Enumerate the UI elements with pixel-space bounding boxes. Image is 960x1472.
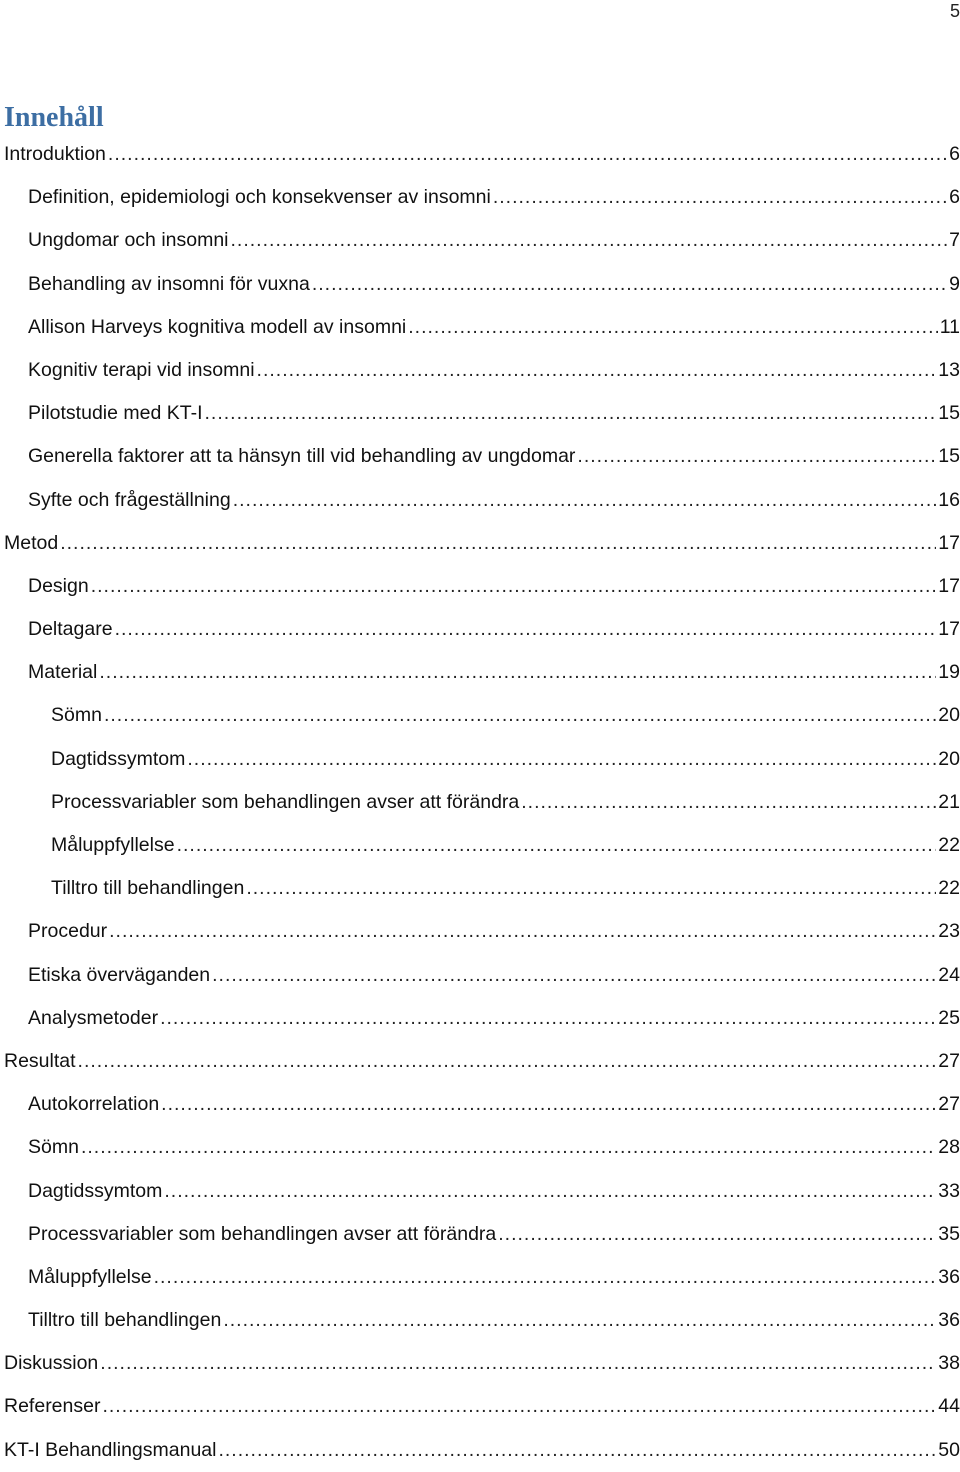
toc-entry-page-number: 15	[938, 402, 960, 425]
dot-leader	[104, 694, 936, 737]
toc-entry[interactable]	[0, 263, 960, 306]
dot-leader	[81, 1126, 936, 1169]
dot-leader	[577, 435, 936, 478]
toc-entry-page-number: 27	[938, 1049, 960, 1072]
toc-entry-page-number: 17	[938, 531, 960, 554]
dot-leader	[91, 565, 937, 608]
table-of-contents	[0, 133, 960, 1472]
toc-entry-page-number: 7	[949, 229, 960, 252]
dot-leader	[312, 263, 947, 306]
dot-leader	[160, 997, 936, 1040]
toc-entry-label: Referenser	[4, 1395, 101, 1418]
toc-entry[interactable]	[0, 824, 960, 867]
toc-entry-label: Behandling av insomni för vuxna	[28, 272, 310, 295]
toc-entry-label: Ungdomar och insomni	[28, 229, 229, 252]
toc-entry[interactable]	[0, 306, 960, 349]
toc-entry[interactable]	[0, 176, 960, 219]
dot-leader	[60, 522, 936, 565]
page-number: 5	[949, 1, 960, 21]
dot-leader	[161, 1083, 936, 1126]
dot-leader	[257, 349, 937, 392]
toc-entry[interactable]	[0, 954, 960, 997]
toc-entry-label: Dagtidssymtom	[28, 1179, 163, 1202]
toc-entry[interactable]	[0, 651, 960, 694]
toc-entry-label: Pilotstudie med KT-I	[28, 402, 203, 425]
toc-entry-page-number: 22	[938, 877, 960, 900]
dot-leader	[223, 1299, 936, 1342]
dot-leader	[102, 1385, 936, 1428]
toc-entry[interactable]	[0, 133, 960, 176]
toc-entry[interactable]	[0, 997, 960, 1040]
toc-entry-page-number: 44	[938, 1395, 960, 1418]
dot-leader	[218, 1429, 936, 1472]
toc-entry-page-number: 21	[938, 790, 960, 813]
toc-entry[interactable]	[0, 565, 960, 608]
toc-entry-page-number: 6	[949, 186, 960, 209]
toc-entry[interactable]	[0, 1429, 960, 1472]
toc-entry-label: Metod	[4, 531, 59, 554]
toc-entry-page-number: 17	[938, 618, 960, 641]
dot-leader	[154, 1256, 937, 1299]
toc-entry[interactable]	[0, 738, 960, 781]
toc-entry-label: Tilltro till behandlingen	[51, 877, 245, 900]
toc-entry-label: Analysmetoder	[28, 1006, 159, 1029]
toc-entry[interactable]	[0, 392, 960, 435]
toc-entry-page-number: 33	[938, 1179, 960, 1202]
toc-entry-page-number: 38	[938, 1352, 960, 1375]
dot-leader	[99, 651, 936, 694]
toc-entry-label: Allison Harveys kognitiva modell av insomni	[28, 315, 407, 338]
toc-entry[interactable]	[0, 1385, 960, 1428]
toc-entry-page-number: 36	[938, 1265, 960, 1288]
toc-entry-page-number: 20	[938, 704, 960, 727]
dot-leader	[187, 738, 936, 781]
toc-entry[interactable]	[0, 1213, 960, 1256]
dot-leader	[498, 1213, 936, 1256]
toc-entry-label: Generella faktorer att ta hänsyn till vid behandling av ungdomar	[28, 445, 576, 468]
dot-leader	[231, 219, 948, 262]
dot-leader	[115, 608, 937, 651]
toc-entry[interactable]	[0, 435, 960, 478]
toc-entry[interactable]	[0, 1083, 960, 1126]
toc-entry-label: Tilltro till behandlingen	[28, 1309, 222, 1332]
toc-entry-label: Syfte och frågeställning	[28, 488, 231, 511]
toc-entry-page-number: 16	[938, 488, 960, 511]
toc-entry[interactable]	[0, 1299, 960, 1342]
toc-entry-page-number: 50	[938, 1438, 960, 1461]
toc-title: Innehåll	[4, 102, 104, 133]
toc-entry-label: Måluppfyllelse	[28, 1265, 152, 1288]
toc-entry[interactable]	[0, 349, 960, 392]
toc-entry-label: Måluppfyllelse	[51, 834, 175, 856]
dot-leader	[246, 867, 936, 910]
toc-entry-label: Definition, epidemiologi och konsekvenser av insomni	[28, 186, 491, 209]
toc-entry-label: Processvariabler som behandlingen avser att förändra	[28, 1222, 497, 1245]
toc-entry-page-number: 28	[938, 1136, 960, 1159]
toc-entry[interactable]	[0, 479, 960, 522]
toc-entry[interactable]	[0, 781, 960, 824]
dot-leader	[177, 824, 937, 867]
toc-entry-label: Material	[28, 661, 98, 684]
dot-leader	[109, 910, 936, 953]
toc-entry-label: Etiska överväganden	[28, 963, 211, 986]
toc-entry-page-number: 17	[938, 574, 960, 597]
toc-entry-page-number: 35	[938, 1222, 960, 1245]
dot-leader	[408, 306, 938, 349]
toc-entry-label: Sömn	[51, 704, 102, 727]
toc-entry-page-number: 9	[949, 272, 960, 295]
toc-entry[interactable]	[0, 694, 960, 737]
toc-entry[interactable]	[0, 1126, 960, 1169]
toc-entry-page-number: 25	[938, 1006, 960, 1029]
toc-entry-page-number: 6	[949, 143, 960, 165]
toc-entry[interactable]	[0, 1256, 960, 1299]
toc-entry-page-number: 24	[938, 963, 960, 986]
toc-entry-label: Dagtidssymtom	[51, 747, 186, 770]
toc-entry-label: Autokorrelation	[28, 1093, 160, 1116]
toc-entry-page-number: 27	[938, 1093, 960, 1116]
toc-entry-page-number: 22	[938, 834, 960, 856]
dot-leader	[108, 133, 947, 176]
toc-entry-page-number: 11	[939, 315, 960, 338]
dot-leader	[521, 781, 936, 824]
toc-entry[interactable]	[0, 608, 960, 651]
toc-entry-label: Deltagare	[28, 618, 113, 641]
toc-entry[interactable]	[0, 1040, 960, 1083]
toc-entry-page-number: 23	[938, 920, 960, 943]
toc-entry[interactable]	[0, 910, 960, 953]
dot-leader	[493, 176, 947, 219]
toc-entry-label: Design	[28, 574, 89, 597]
toc-entry-label: Processvariabler som behandlingen avser att förändra	[51, 790, 520, 813]
toc-entry[interactable]	[0, 867, 960, 910]
dot-leader	[164, 1170, 936, 1213]
dot-leader	[100, 1342, 936, 1385]
toc-entry[interactable]	[0, 219, 960, 262]
toc-entry-page-number: 13	[938, 358, 960, 381]
toc-entry[interactable]	[0, 522, 960, 565]
toc-entry-page-number: 36	[938, 1309, 960, 1332]
toc-entry-label: Sömn	[28, 1136, 79, 1159]
dot-leader	[233, 479, 937, 522]
toc-entry-page-number: 19	[938, 661, 960, 684]
dot-leader	[212, 954, 936, 997]
dot-leader	[78, 1040, 937, 1083]
toc-entry[interactable]	[0, 1342, 960, 1385]
toc-entry-label: Introduktion	[4, 143, 106, 165]
toc-entry-label: Resultat	[4, 1049, 76, 1072]
toc-entry[interactable]	[0, 1170, 960, 1213]
toc-entry-label: Kognitiv terapi vid insomni	[28, 358, 255, 381]
toc-entry-page-number: 20	[938, 747, 960, 770]
dot-leader	[205, 392, 937, 435]
toc-entry-label: Procedur	[28, 920, 108, 943]
toc-entry-label: KT-I Behandlingsmanual	[4, 1438, 217, 1461]
toc-entry-label: Diskussion	[4, 1352, 99, 1375]
toc-entry-page-number: 15	[938, 445, 960, 468]
